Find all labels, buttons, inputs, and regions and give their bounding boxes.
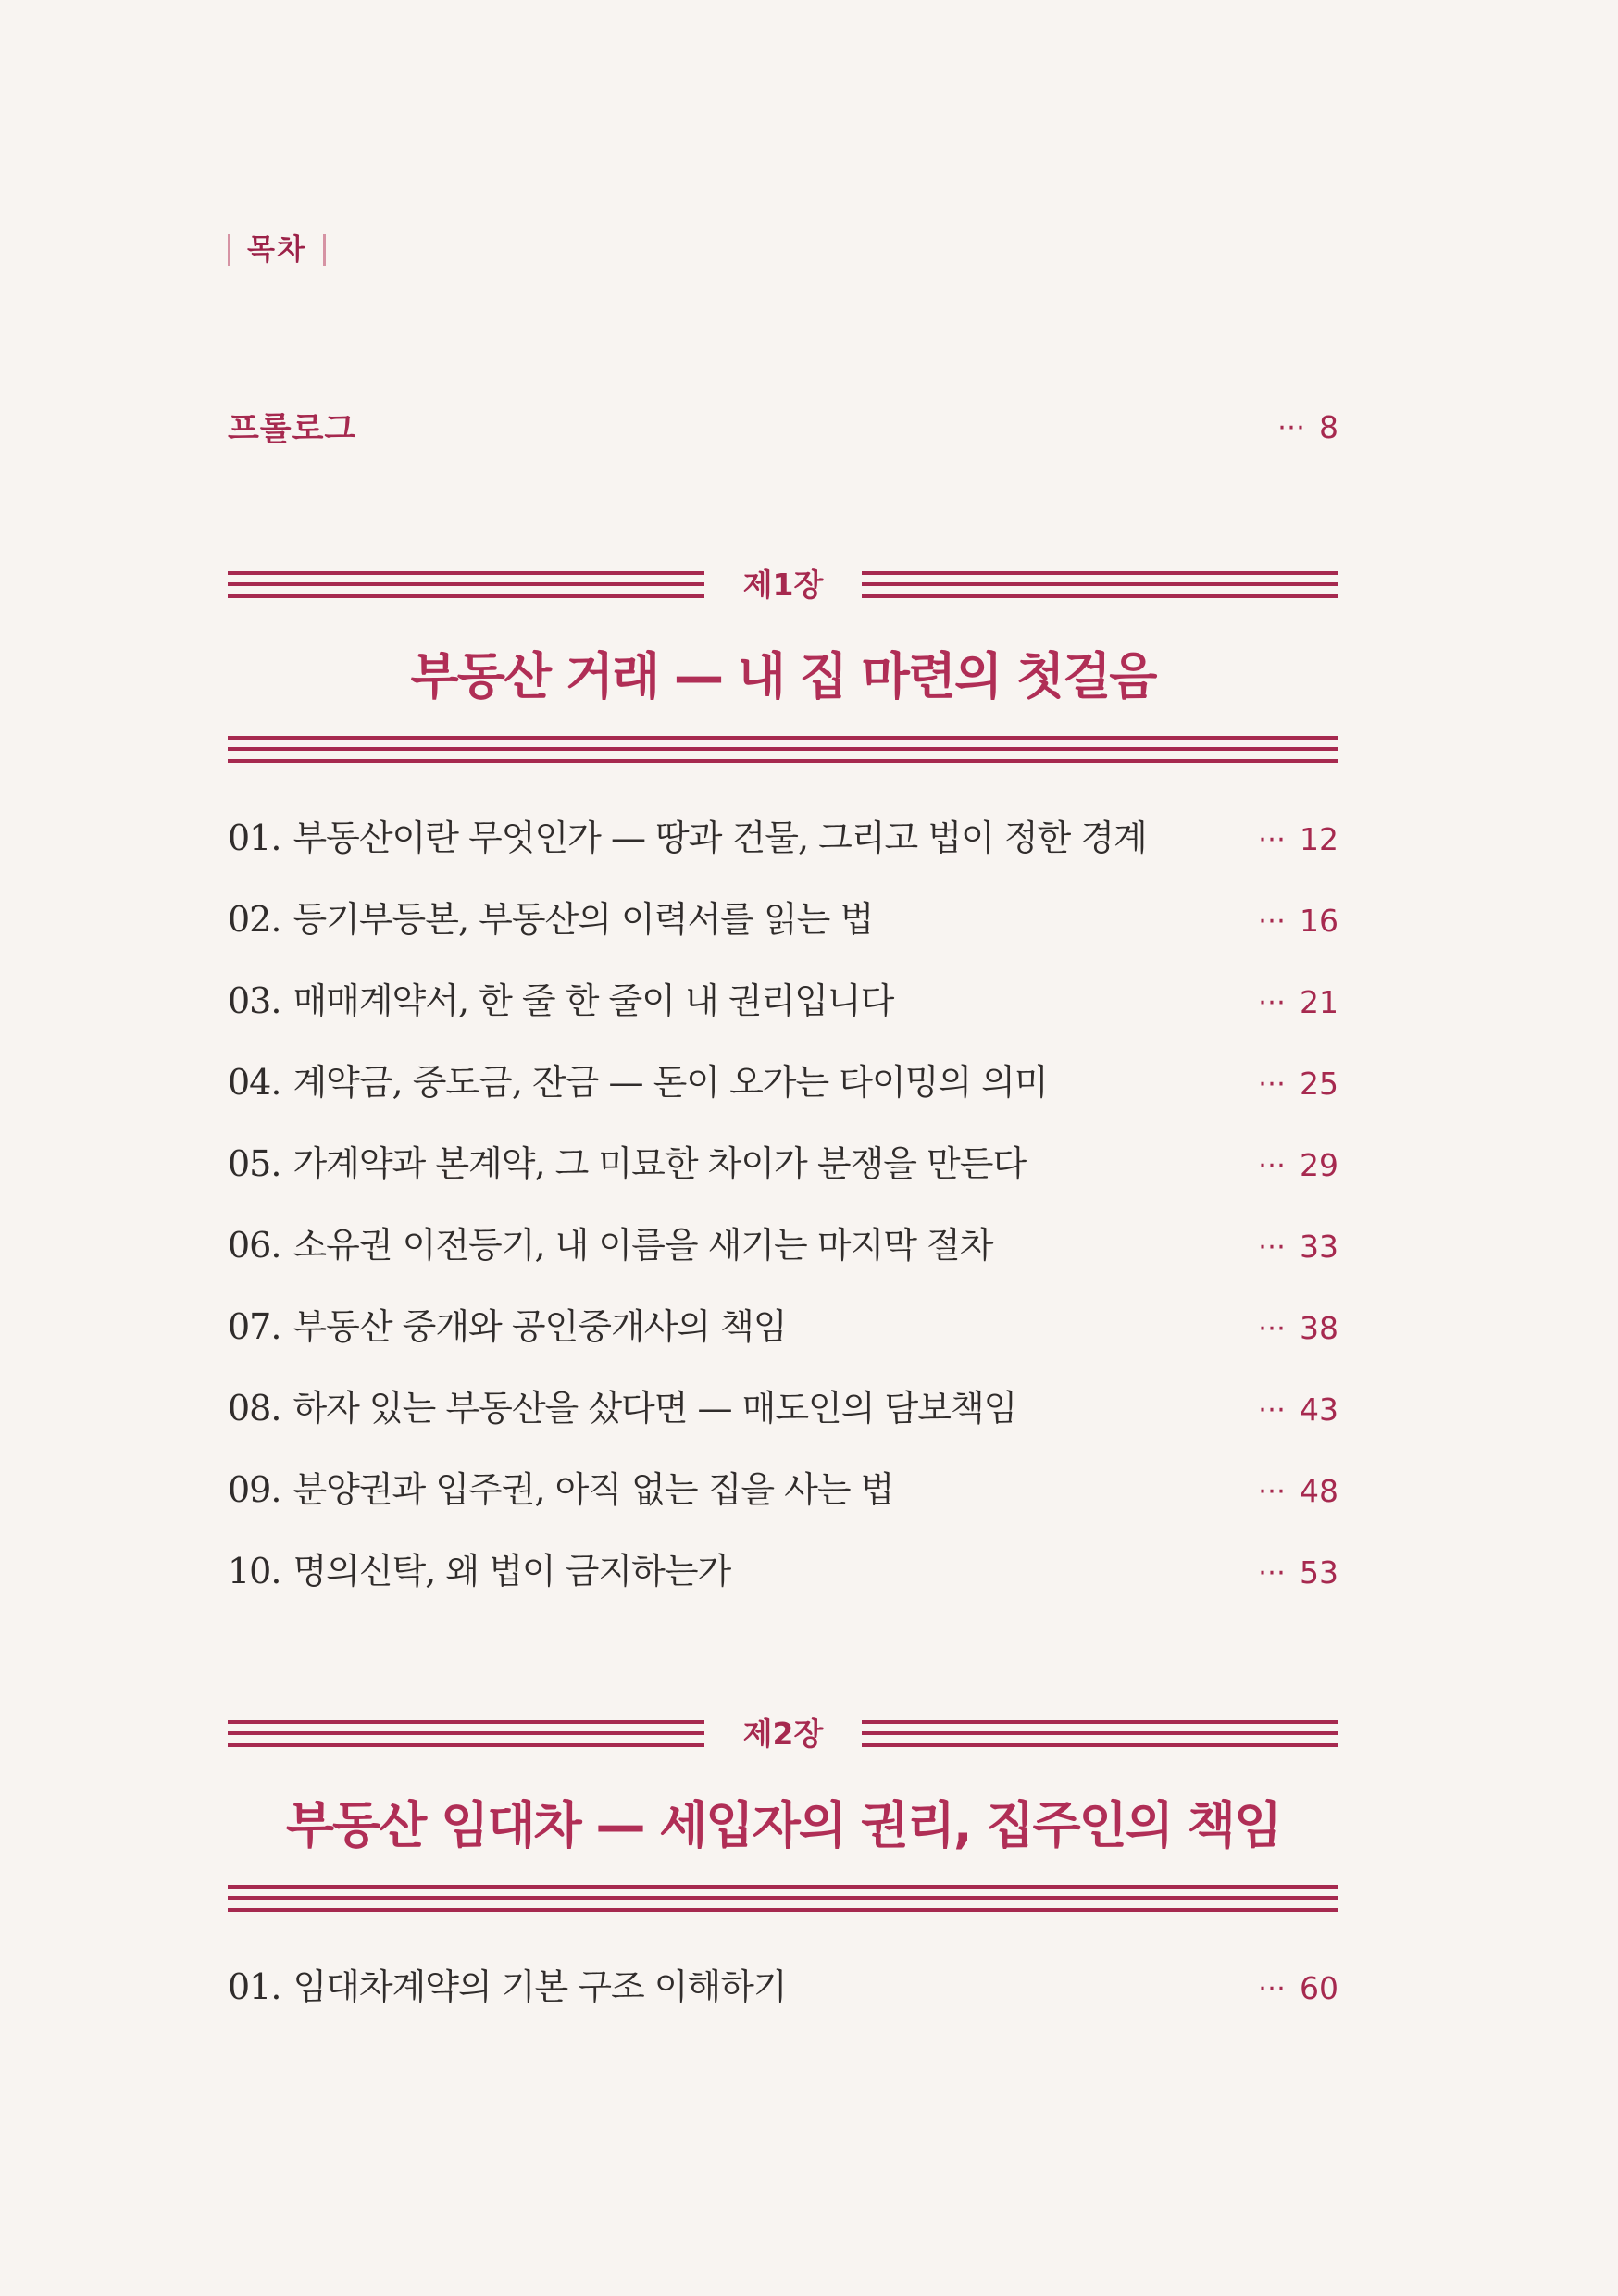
leader-dots-icon: ⋯	[1258, 1311, 1287, 1344]
toc-item-page-number: 38	[1300, 1309, 1338, 1346]
triple-rule-right-icon	[862, 571, 1338, 598]
toc-item-title	[228, 1143, 1026, 1186]
leader-dots-icon: ⋯	[1258, 822, 1287, 855]
toc-item-page-number: 25	[1300, 1065, 1338, 1102]
chapter-head	[228, 1715, 1338, 1752]
toc-item-pageref	[1258, 1066, 1338, 1102]
toc-item-page-number: 43	[1300, 1391, 1338, 1428]
toc-item-pageref	[1258, 1473, 1338, 1509]
toc-page-label	[228, 231, 326, 268]
toc-item-number: 01.	[228, 817, 281, 859]
toc-item-page-number: 60	[1300, 1969, 1338, 2006]
toc-item	[228, 1042, 1338, 1124]
label-bar-left-icon	[228, 234, 230, 266]
triple-rule-right-icon	[862, 1720, 1338, 1747]
toc-item-page-number: 16	[1300, 902, 1338, 939]
toc-item-pageref	[1258, 984, 1338, 1020]
toc-item-text: 가계약과 본계약, 그 미묘한 차이가 분쟁을 만든다	[292, 1143, 1027, 1185]
leader-dots-icon: ⋯	[1258, 1474, 1287, 1507]
toc-item-number: 07.	[228, 1306, 281, 1348]
toc-item-pageref	[1258, 1970, 1338, 2006]
toc-item-pageref	[1258, 1229, 1338, 1265]
chapter-title: 부동산 거래 — 내 집 마련의 첫걸음	[410, 647, 1156, 705]
toc-item-title	[228, 1469, 893, 1512]
toc-item-page-number: 33	[1300, 1228, 1338, 1265]
toc-item-number: 05.	[228, 1143, 281, 1185]
prologue-row	[228, 406, 1338, 447]
toc-item-title	[228, 1388, 1016, 1430]
toc-item	[228, 1531, 1338, 1613]
toc-item-title	[228, 817, 1147, 860]
toc-item-text: 부동산 중개와 공인중개사의 책임	[292, 1306, 787, 1348]
chapter-badge: 제2장	[742, 1715, 824, 1752]
toc-item-pageref	[1258, 1147, 1338, 1183]
toc-item-number: 08.	[228, 1388, 281, 1429]
toc-item-text: 부동산이란 무엇인가 — 땅과 건물, 그리고 법이 정한 경계	[292, 817, 1147, 859]
toc-item	[228, 1368, 1338, 1450]
toc-item	[228, 1287, 1338, 1368]
toc-item-number: 02.	[228, 899, 281, 941]
toc-item-pageref	[1258, 1554, 1338, 1591]
toc-item-number: 03.	[228, 980, 281, 1022]
prologue-label: 프롤로그	[228, 411, 357, 448]
chapter-items	[228, 798, 1338, 1613]
toc-item-text: 분양권과 입주권, 아직 없는 집을 사는 법	[292, 1469, 894, 1511]
chapter-section	[228, 1717, 1338, 2028]
toc-item-title	[228, 1062, 1048, 1104]
toc-item-title	[228, 1551, 730, 1593]
triple-rule-full-icon	[228, 736, 1338, 763]
leader-dots-icon: ⋯	[1258, 1392, 1287, 1426]
toc-item-number: 10.	[228, 1551, 281, 1592]
prologue-pageref	[1277, 409, 1338, 445]
page-content	[228, 0, 1338, 2028]
toc-item-text: 소유권 이전등기, 내 이름을 새기는 마지막 절차	[292, 1225, 993, 1267]
toc-item-pageref	[1258, 1310, 1338, 1346]
toc-item-page-number: 29	[1300, 1146, 1338, 1183]
chapters-container	[228, 568, 1338, 2028]
leader-dots-icon: ⋯	[1258, 1971, 1287, 2004]
leader-dots-icon: ⋯	[1258, 1229, 1287, 1263]
toc-item-number: 06.	[228, 1225, 281, 1267]
toc-item-page-number: 48	[1300, 1472, 1338, 1509]
toc-item-pageref	[1258, 903, 1338, 939]
toc-item-pageref	[1258, 821, 1338, 857]
toc-item-title	[228, 899, 873, 942]
toc-item-title	[228, 1225, 992, 1267]
toc-item-number: 09.	[228, 1469, 281, 1511]
chapter-title: 부동산 임대차 — 세입자의 권리, 집주인의 책임	[285, 1796, 1281, 1854]
chapter-items	[228, 1947, 1338, 2028]
prologue-page-number: 8	[1319, 408, 1338, 445]
toc-item-pageref	[1258, 1391, 1338, 1428]
triple-rule-left-icon	[228, 571, 704, 598]
toc-item-title	[228, 1966, 787, 2009]
toc-item	[228, 1124, 1338, 1205]
leader-dots-icon: ⋯	[1277, 410, 1306, 443]
toc-item	[228, 798, 1338, 880]
toc-item	[228, 1947, 1338, 2028]
triple-rule-full-icon	[228, 1885, 1338, 1912]
toc-item-text: 등기부등본, 부동산의 이력서를 읽는 법	[292, 899, 874, 941]
toc-item-text: 임대차계약의 기본 구조 이해하기	[292, 1966, 787, 2008]
chapter-head	[228, 566, 1338, 603]
toc-item-title	[228, 1306, 787, 1349]
toc-item	[228, 1205, 1338, 1287]
label-bar-right-icon	[323, 234, 326, 266]
toc-item	[228, 1450, 1338, 1531]
leader-dots-icon: ⋯	[1258, 1067, 1287, 1100]
triple-rule-left-icon	[228, 1720, 704, 1747]
toc-item-number: 01.	[228, 1966, 281, 2008]
leader-dots-icon: ⋯	[1258, 1148, 1287, 1181]
toc-label-text: 목차	[247, 232, 306, 267]
leader-dots-icon: ⋯	[1258, 1555, 1287, 1589]
toc-item-text: 하자 있는 부동산을 샀다면 — 매도인의 담보책임	[292, 1388, 1017, 1429]
toc-item-title	[228, 980, 893, 1023]
toc-item-page-number: 12	[1300, 820, 1338, 857]
chapter-section	[228, 568, 1338, 1613]
toc-item-text: 명의신탁, 왜 법이 금지하는가	[292, 1551, 731, 1592]
toc-item	[228, 880, 1338, 961]
toc-item-text: 계약금, 중도금, 잔금 — 돈이 오가는 타이밍의 의미	[292, 1062, 1048, 1104]
leader-dots-icon: ⋯	[1258, 985, 1287, 1018]
toc-item	[228, 961, 1338, 1042]
toc-item-page-number: 21	[1300, 983, 1338, 1020]
toc-item-number: 04.	[228, 1062, 281, 1104]
toc-item-page-number: 53	[1300, 1554, 1338, 1591]
toc-item-text: 매매계약서, 한 줄 한 줄이 내 권리입니다	[292, 980, 894, 1022]
leader-dots-icon: ⋯	[1258, 904, 1287, 937]
chapter-badge: 제1장	[742, 566, 824, 603]
